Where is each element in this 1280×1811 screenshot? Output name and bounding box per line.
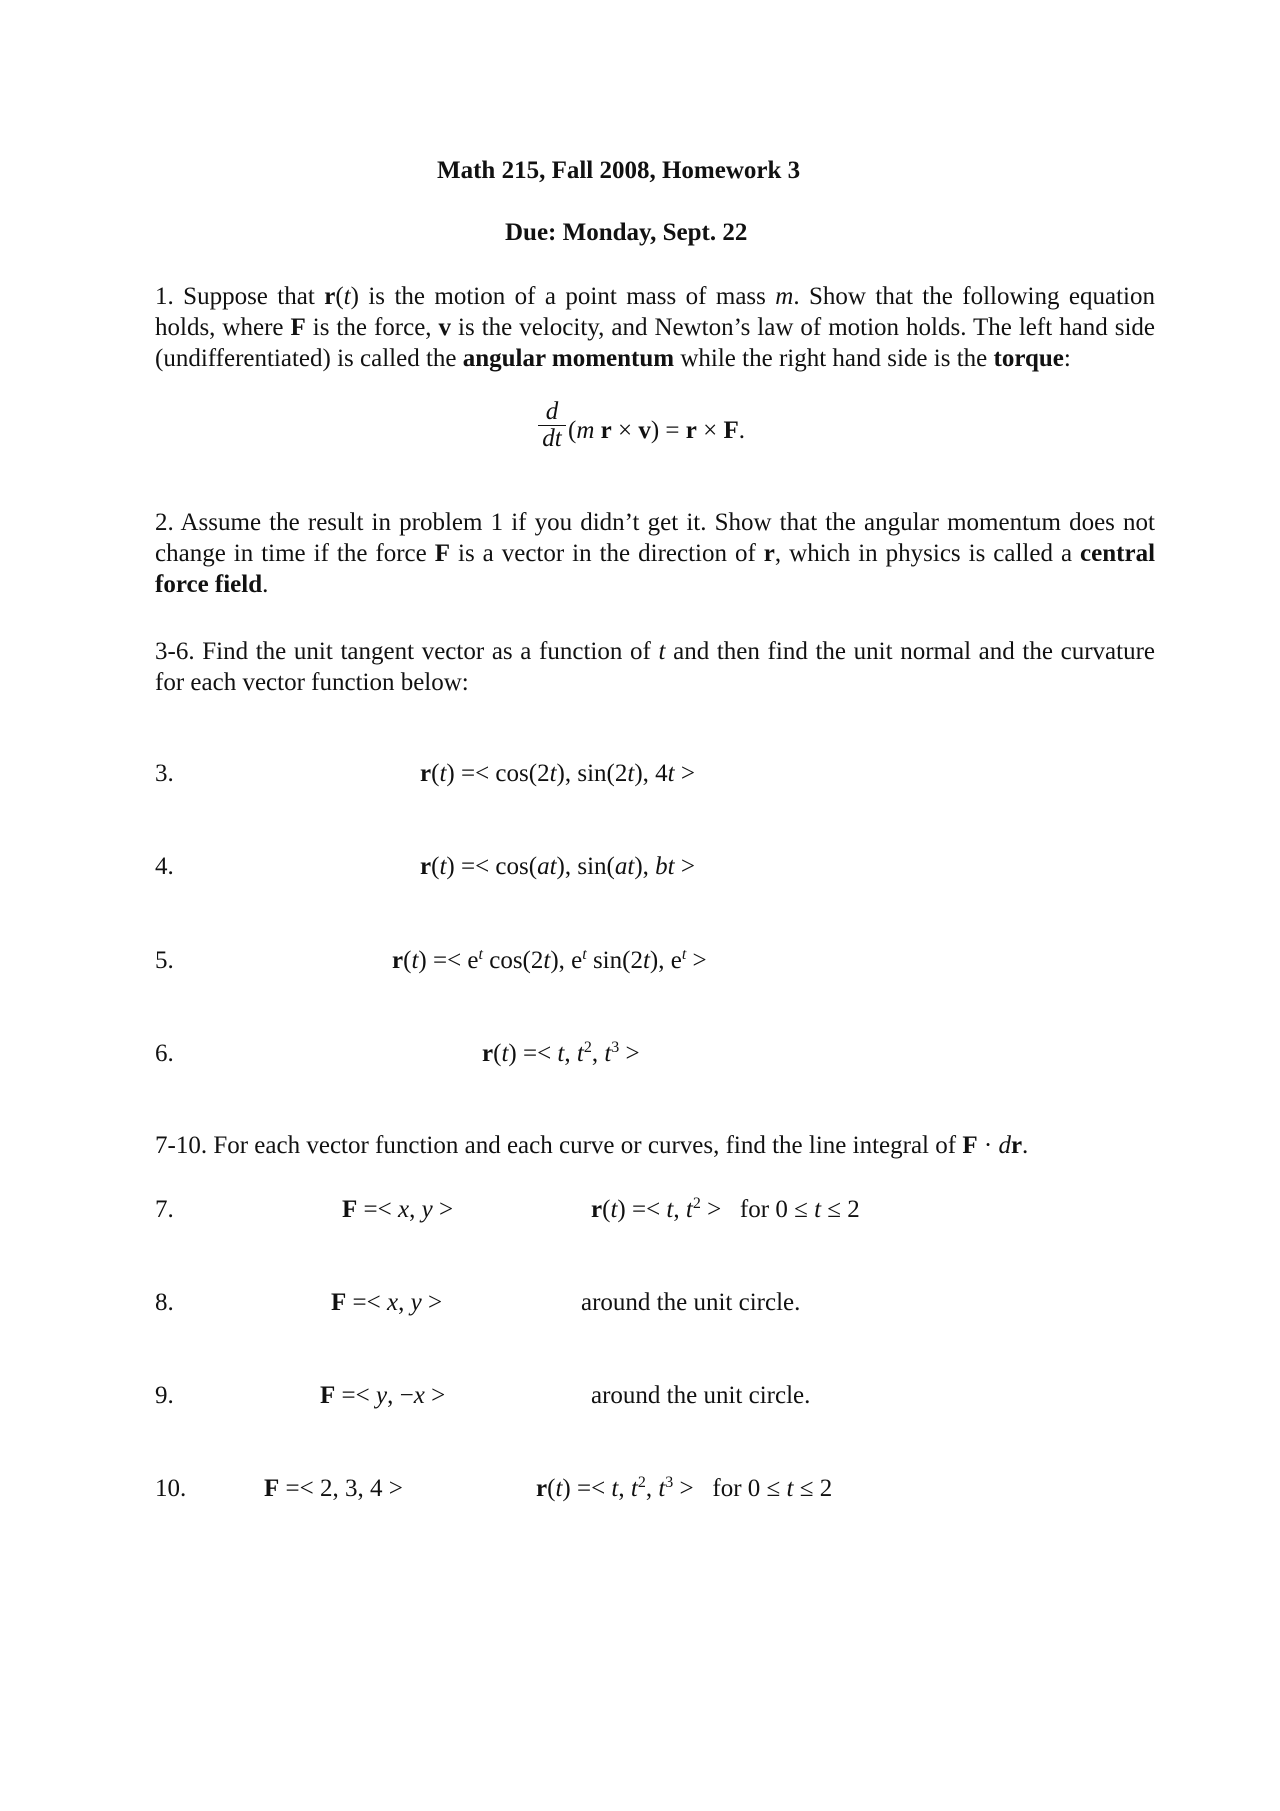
problem-4-number: 4.: [155, 853, 174, 880]
problem-5-expression: $r(t) =< e^t$ cos(2t), $e^t$ sin(2t), $e^t$ >: [392, 946, 707, 974]
problem-10-number: 10.: [155, 1475, 187, 1502]
problem-9-curve: around the unit circle.: [591, 1382, 811, 1409]
problem-8-number: 8.: [155, 1289, 174, 1316]
problem-2-text: 2. Assume the result in problem 1 if you didn’t get it. Show that the angular momentum does not change in time if the force F is a vector in the direction of r, which in physics is called a central force field.: [155, 509, 1156, 598]
problem-5-number: 5.: [155, 947, 174, 974]
problem-10-curve: r(t) =< t, $t^2$, $t^3$ > for 0 ≤ t ≤ 2: [536, 1474, 833, 1502]
problem-9-field: F =< y, −x >: [320, 1382, 446, 1409]
problem-7-curve: r(t) =< t, $t^2$ > for 0 ≤ t ≤ 2: [591, 1195, 860, 1223]
problem-4-expression: r(t) =< cos(at), sin(at), bt >: [420, 853, 695, 880]
due-date: Due: Monday, Sept. 22: [505, 219, 748, 246]
problems-3-6-instructions: 3-6. Find the unit tangent vector as a function of t and then find the unit normal and the curvature for each vector function below:: [155, 638, 1156, 696]
page-title: Math 215, Fall 2008, Homework 3: [437, 157, 801, 184]
problem-8-curve: around the unit circle.: [581, 1289, 801, 1316]
problem-10-field: F =< 2, 3, 4 >: [264, 1475, 403, 1502]
term-angular-momentum: angular momentum: [462, 345, 675, 372]
problem-8-field: F =< x, y >: [331, 1289, 443, 1316]
problem-9-number: 9.: [155, 1382, 174, 1409]
problem-1-text: 1. Suppose that r(t) is the motion of a point mass of mass m. Show that the following equation holds, where F is the force, v is the velocity, and Newton’s law of motion holds. The left hand side (undifferentiated) is called the angular momentum while the right hand side is the torque:: [155, 283, 1156, 372]
problem-3-expression: r(t) =< cos(2t), sin(2t), 4t >: [420, 760, 695, 787]
angular-momentum-equation: (m r × v) = r × F.: [568, 417, 746, 444]
term-central-force-field: central force field: [155, 540, 1156, 598]
derivative-fraction: d dt: [538, 399, 566, 452]
problem-7-field: F =< x, y >: [342, 1196, 454, 1223]
problem-7-number: 7.: [155, 1196, 174, 1223]
problem-6-number: 6.: [155, 1040, 174, 1067]
problem-3-number: 3.: [155, 760, 174, 787]
problem-6-expression: r(t) =< t, $t^2$, $t^3$ >: [482, 1039, 640, 1067]
problems-7-10-instructions: 7-10. For each vector function and each curve or curves, find the line integral of F · dr.: [155, 1132, 1029, 1159]
term-torque: torque: [993, 345, 1064, 372]
